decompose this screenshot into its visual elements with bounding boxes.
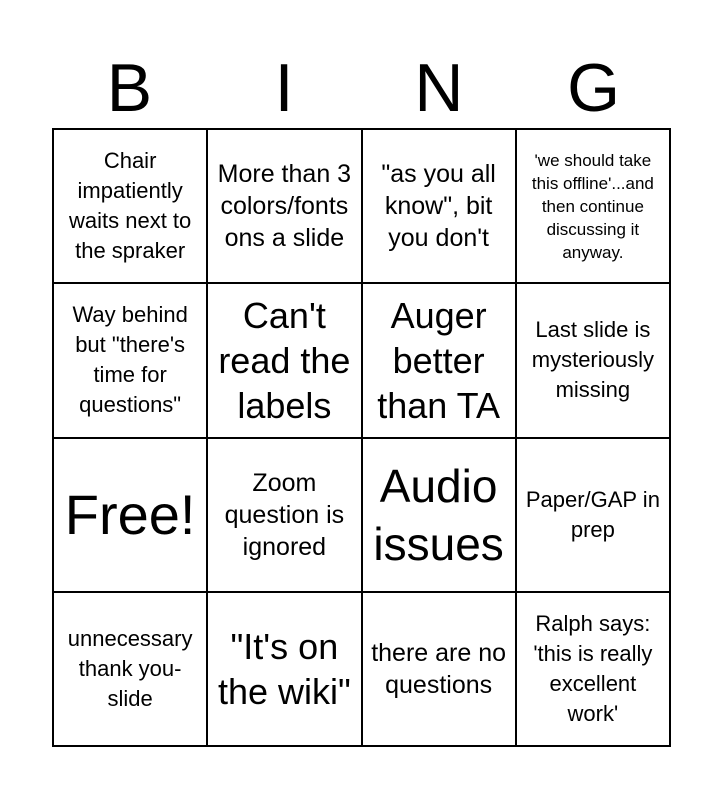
free-space: Free! bbox=[64, 482, 196, 546]
cell-text: 'we should take this offline'...and then continue discussing it anyway. bbox=[531, 150, 654, 262]
cell-text: unnecessary thank you-slide bbox=[67, 625, 193, 711]
cell-text: More than 3 colors/fonts ons a slide bbox=[217, 160, 352, 253]
header-letter-b: B bbox=[106, 50, 153, 126]
bingo-cell-r1c1[interactable] bbox=[53, 129, 207, 283]
cell-text: "as you all know", bit you don't bbox=[381, 160, 496, 253]
header-letter-g: G bbox=[567, 50, 621, 126]
cell-text: Audio issues bbox=[373, 459, 504, 570]
cell-text: Chair impatiently waits next to the spraker bbox=[68, 148, 192, 264]
bingo-cell-r4c4[interactable] bbox=[516, 592, 670, 746]
bingo-cell-r2c3[interactable] bbox=[362, 283, 516, 437]
bingo-cell-r2c4[interactable] bbox=[516, 283, 670, 437]
bingo-cell-r4c1[interactable] bbox=[53, 592, 207, 746]
bingo-cell-r3c3[interactable] bbox=[362, 438, 516, 592]
bingo-cell-r1c2[interactable] bbox=[207, 129, 361, 283]
bingo-cell-r4c3[interactable] bbox=[362, 592, 516, 746]
bingo-header bbox=[52, 48, 671, 128]
cell-text: there are no questions bbox=[371, 638, 507, 699]
bingo-cell-r3c2[interactable] bbox=[207, 438, 361, 592]
bingo-cell-r4c2[interactable] bbox=[207, 592, 361, 746]
bingo-cell-r2c2[interactable] bbox=[207, 283, 361, 437]
cell-text: Can't read the labels bbox=[218, 294, 351, 426]
cell-text: Last slide is mysteriously missing bbox=[531, 317, 654, 403]
cell-text: Paper/GAP in prep bbox=[525, 486, 660, 542]
bingo-cell-r2c1[interactable] bbox=[53, 283, 207, 437]
cell-text: Way behind but "there's time for questions" bbox=[72, 302, 188, 418]
cell-text: Ralph says: 'this is really excellent work' bbox=[533, 610, 653, 726]
bingo-board bbox=[52, 128, 671, 747]
bingo-cell-r3c4[interactable] bbox=[516, 438, 670, 592]
cell-text: Zoom question is ignored bbox=[224, 468, 345, 561]
cell-text: Auger better than TA bbox=[377, 294, 500, 426]
cell-text: "It's on the wiki" bbox=[217, 625, 351, 712]
bingo-cell-r1c4[interactable] bbox=[516, 129, 670, 283]
header-letter-i: I bbox=[274, 50, 294, 126]
header-letter-n: N bbox=[414, 50, 464, 126]
bingo-cell-r3c1[interactable] bbox=[53, 438, 207, 592]
bingo-cell-r1c3[interactable] bbox=[362, 129, 516, 283]
